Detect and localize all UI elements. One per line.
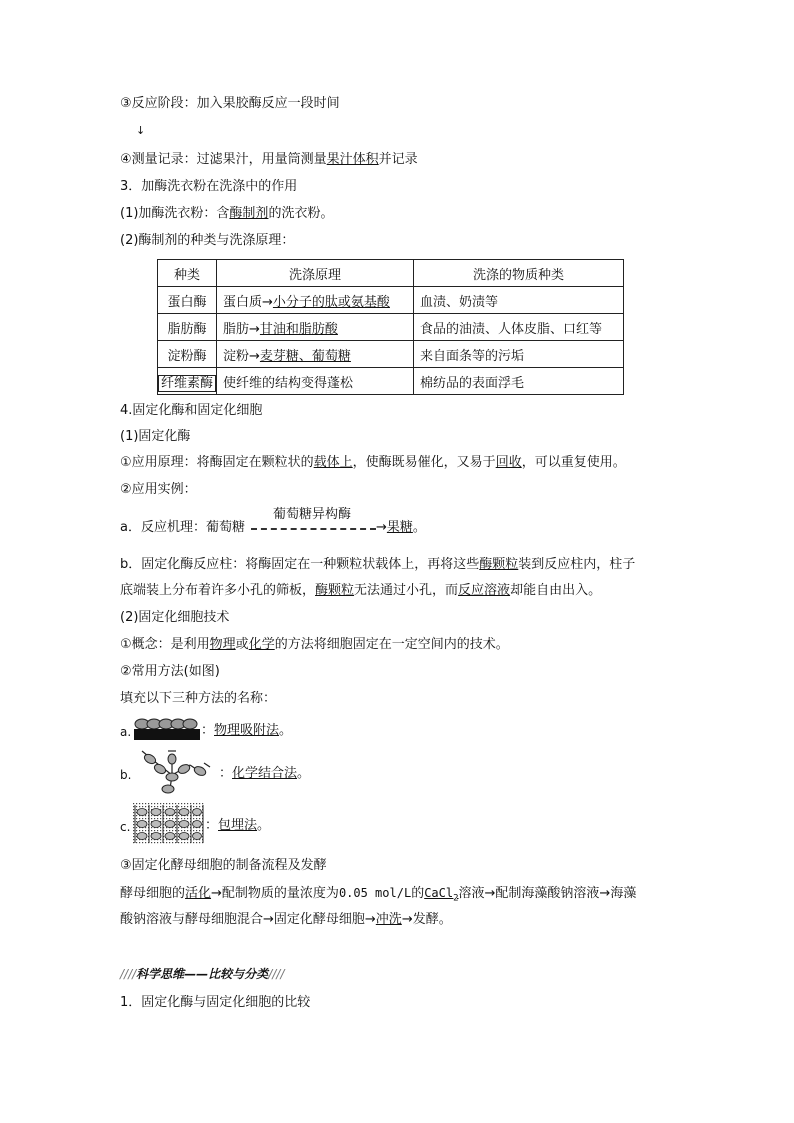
reaction-mechanism: a．反应机理：葡萄糖 葡萄糖异构酶 →果糖。 xyxy=(120,507,426,535)
table-header: 洗涤的物质种类 xyxy=(414,260,624,287)
fill-blank: 酶颗粒 xyxy=(315,583,355,598)
table-cell: 蛋白酶 xyxy=(158,287,217,314)
fill-blank: 活化 xyxy=(185,886,212,901)
yeast-process-line2: 酸钠溶液与酵母细胞混合→固定化酵母细胞→冲洗→发酵。 xyxy=(120,912,452,927)
table-row xyxy=(158,287,624,314)
method-c-label: c. xyxy=(120,820,131,834)
fill-blank: 包埋法 xyxy=(218,818,258,833)
table-cell: 脂肪→甘油和脂肪酸 xyxy=(217,314,414,341)
method-a-answer: ：物理吸附法。 xyxy=(201,723,293,738)
dashed-arrow-line xyxy=(251,528,376,530)
fill-blank: 物理吸附法 xyxy=(214,723,280,738)
fill-blank: 酶制剂 xyxy=(229,206,269,221)
application-principle: ①应用原理：将酶固定在颗粒状的载体上，使酶既易催化，又易于回收，可以重复使用。 xyxy=(120,455,626,470)
table-cell: 淀粉酶 xyxy=(158,341,217,368)
table-row xyxy=(158,368,624,395)
fill-blank: 果汁体积 xyxy=(326,152,379,167)
arrow-icon: → xyxy=(375,520,387,535)
table-cell: 使纤维的结构变得蓬松 xyxy=(217,368,414,395)
application-example: ②应用实例： xyxy=(120,482,197,497)
fill-blank: 回收 xyxy=(495,455,522,470)
table-row xyxy=(158,314,624,341)
table-cell: 血渍、奶渍等 xyxy=(414,287,624,314)
fill-blank: CaCl$_2$ xyxy=(424,886,459,904)
fill-blank: 反应溶液 xyxy=(458,583,511,598)
reaction-column-line1: b．固定化酶反应柱：将酶固定在一种颗粒状载体上，再将这些酶颗粒装到反应柱内，柱子 xyxy=(120,557,636,572)
section3-title: 3．加酶洗衣粉在洗涤中的作用 xyxy=(120,179,298,194)
table-cell: 脂肪酶 xyxy=(158,314,217,341)
yeast-process-line1: 酵母细胞的活化→配制物质的量浓度为0.05 mol/L的CaCl$_2$溶液→配制海藻酸钠溶液→海藻 xyxy=(120,886,637,904)
method-c-answer: ：包埋法。 xyxy=(205,818,271,833)
table-header: 洗涤原理 xyxy=(217,260,414,287)
fill-instruction: 填充以下三种方法的名称： xyxy=(120,691,277,706)
method-a-label: a. xyxy=(120,725,132,739)
subsection-immobilized-cell: (2)固定化细胞技术 xyxy=(120,610,230,625)
enzyme-table xyxy=(157,259,624,395)
table-row xyxy=(158,341,624,368)
section4-title: 4.固定化酶和固定化细胞 xyxy=(120,403,263,418)
step3-text: ③反应阶段：加入果胶酶反应一段时间 xyxy=(120,96,340,111)
reaction-column-line2: 底端装上分布着许多小孔的筛板，酶颗粒无法通过小孔，而反应溶液却能自由出入。 xyxy=(120,583,602,598)
table-header-row xyxy=(158,260,624,287)
table-header: 种类 xyxy=(158,260,217,287)
fill-blank: 酶颗粒 xyxy=(479,557,519,572)
table-cell: 纤维素酶 xyxy=(158,368,217,395)
chemical-binding-diagram xyxy=(134,747,218,795)
concept-line: ①概念：是利用物理或化学的方法将细胞固定在一定空间内的技术。 xyxy=(120,637,509,652)
fill-blank: 载体上 xyxy=(313,455,353,470)
subsection-immobilized-enzyme: (1)固定化酶 xyxy=(120,429,191,444)
down-arrow-icon: ↓ xyxy=(136,124,146,137)
embedding-diagram xyxy=(133,803,205,845)
comparison-item-1: 1．固定化酶与固定化细胞的比较 xyxy=(120,995,311,1010)
step4-text: ④测量记录：过滤果汁，用量筒测量果汁体积并记录 xyxy=(120,152,418,167)
method-b-answer: ：化学结合法。 xyxy=(219,766,311,781)
section-heading: ////科学思维——比较与分类//// xyxy=(120,967,285,981)
enzyme-label: 葡萄糖异构酶 xyxy=(272,507,351,522)
table-cell: 淀粉→麦芽糖、葡萄糖 xyxy=(217,341,414,368)
fill-blank: 果糖 xyxy=(386,520,413,535)
fill-blank: 化学 xyxy=(248,637,275,652)
fill-blank: 化学结合法 xyxy=(232,766,298,781)
yeast-process-title: ③固定化酵母细胞的制备流程及发酵 xyxy=(120,858,327,873)
method-b-label: b. xyxy=(120,768,132,782)
section3-p2: (2)酶制剂的种类与洗涤原理： xyxy=(120,233,295,248)
common-methods: ②常用方法(如图) xyxy=(120,664,220,679)
physical-adsorption-diagram xyxy=(133,716,201,742)
fill-blank: 冲洗 xyxy=(375,912,402,927)
table-cell: 来自面条等的污垢 xyxy=(414,341,624,368)
section3-p1: (1)加酶洗衣粉：含酶制剂的洗衣粉。 xyxy=(120,206,334,221)
fill-blank: 物理 xyxy=(209,637,236,652)
table-cell: 棉纺品的表面浮毛 xyxy=(414,368,624,395)
table-cell: 食品的油渍、人体皮脂、口红等 xyxy=(414,314,624,341)
table-cell: 蛋白质→小分子的肽或氨基酸 xyxy=(217,287,414,314)
